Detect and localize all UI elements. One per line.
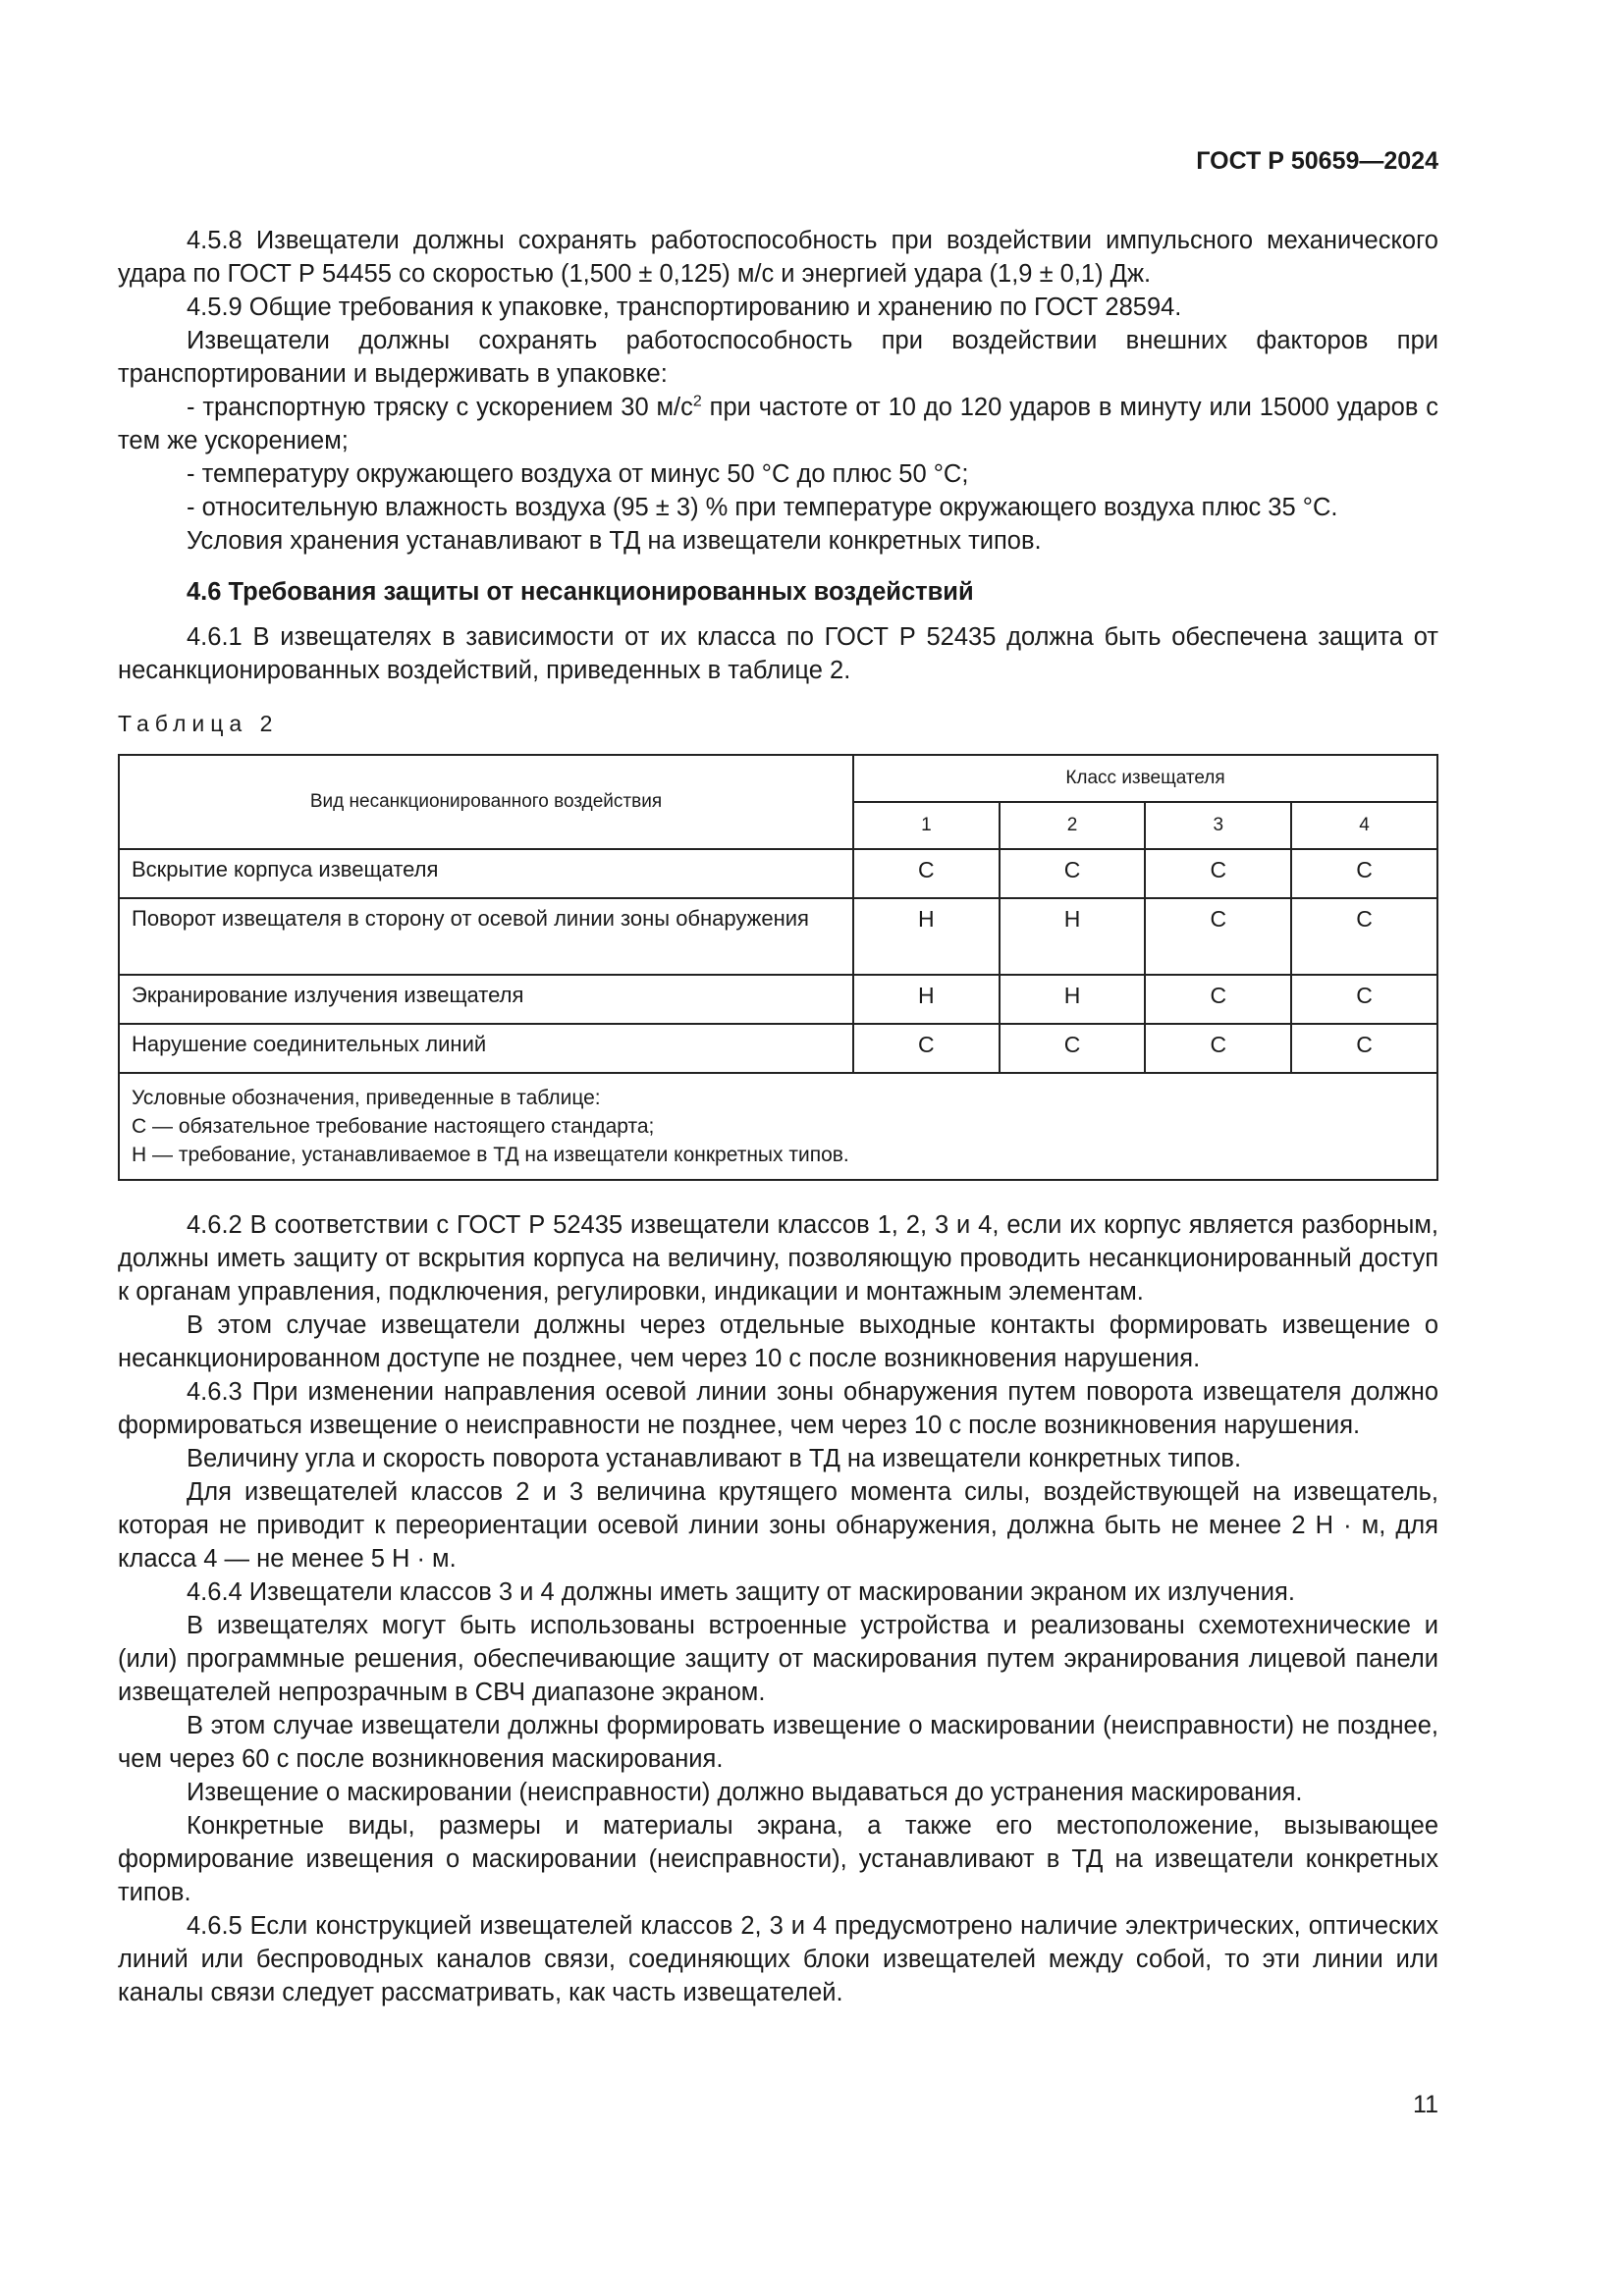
table-row: [119, 1024, 1437, 1073]
table-cell-value: С: [1145, 849, 1291, 898]
table-cell-value: С: [1145, 898, 1291, 975]
paragraph-transport-intro: Извещатели должны сохранять работоспособность при воздействии внешних факторов при транспортировании и выдерживать в упаковке:: [118, 327, 1438, 388]
table-cell-value: С: [853, 849, 1000, 898]
table-header-class-3: 3: [1145, 802, 1291, 849]
paragraph-masking-duration: Извещение о маскировании (неисправности) должно выдаваться до устранения маскирования.: [187, 1779, 1303, 1806]
table-cell-value: С: [1291, 975, 1437, 1024]
table-header-class-2: 2: [1000, 802, 1146, 849]
paragraph-access-alert: В этом случае извещатели должны через отдельные выходные контакты формировать извещение о несанкционированном доступе не позднее, чем через 10 с после возникновения нарушения.: [118, 1311, 1438, 1372]
paragraph-screen-specs: Конкретные виды, размеры и материалы экрана, а также его местоположение, вызывающее формирование извещения о маскировании (неисправности), устанавливают в ТД на извещатели конкретных типов.: [118, 1812, 1438, 1906]
table-header-detector-class: Класс извещателя: [853, 755, 1437, 802]
table-row: [119, 898, 1437, 975]
table-header-class-1: 1: [853, 802, 1000, 849]
superscript-2: 2: [692, 393, 702, 410]
table-cell-value: С: [1145, 975, 1291, 1024]
paragraph-4-6-4: 4.6.4 Извещатели классов 3 и 4 должны иметь защиту от маскировании экраном их излучения.: [187, 1578, 1295, 1606]
table-legend: [119, 1073, 1437, 1180]
table-cell-value: Н: [1000, 975, 1146, 1024]
table-cell-name: Вскрытие корпуса извещателя: [119, 849, 853, 898]
list-item-temperature: - температуру окружающего воздуха от минус 50 °С до плюс 50 °С;: [187, 460, 969, 488]
list-item-humidity: - относительную влажность воздуха (95 ± 3) % при температуре окружающего воздуха плюс 35 °С.: [187, 494, 1338, 521]
table-caption: Таблица 2: [118, 711, 279, 736]
paragraph-4-6-2: 4.6.2 В соответствии с ГОСТ Р 52435 извещатели классов 1, 2, 3 и 4, если их корпус является разборным, должны иметь защиту от вскрытия корпуса на величину, позволяющую проводить несанкционированный доступ к органам управления, подключения, регулировки, индикации и монтажным элементам.: [118, 1211, 1438, 1306]
table-cell-value: С: [1000, 1024, 1146, 1073]
table-cell-name: Поворот извещателя в сторону от осевой линии зоны обнаружения: [119, 898, 853, 975]
table-cell-value: Н: [853, 975, 1000, 1024]
legend-title: Условные обозначения, приведенные в таблице:: [132, 1087, 601, 1109]
list-item-shaking: [118, 391, 1438, 457]
section-heading-4-6: 4.6 Требования защиты от несанкционированных воздействий: [187, 578, 974, 606]
paragraph-4-6-3: 4.6.3 При изменении направления осевой линии зоны обнаружения путем поворота извещателя должно формироваться извещение о неисправности не позднее, чем через 10 с после возникновения нарушения.: [118, 1378, 1438, 1439]
table-row: [119, 849, 1437, 898]
table-cell-value: Н: [853, 898, 1000, 975]
paragraph-4-6-5: 4.6.5 Если конструкцией извещателей классов 2, 3 и 4 предусмотрено наличие электрических, оптических линий или беспроводных каналов связи, соединяющих блоки извещателей между собой, то эти линии или каналы связи следует рассматривать, как часть извещателей.: [118, 1912, 1438, 2006]
table-cell-name: Нарушение соединительных линий: [119, 1024, 853, 1073]
paragraph-torque: Для извещателей классов 2 и 3 величина крутящего момента силы, воздействующей на извещатель, которая не приводит к переориентации осевой линии зоны обнаружения, должна быть не менее 2 Н · м, для класса 4 — не менее 5 Н · м.: [118, 1478, 1438, 1573]
page-number: 11: [1413, 2091, 1438, 2118]
paragraph-masking-alert: В этом случае извещатели должны формировать извещение о маскировании (неисправности) не позднее, чем через 60 с после возникновения маскирования.: [118, 1712, 1438, 1773]
table-cell-value: С: [1291, 849, 1437, 898]
paragraph-storage: Условия хранения устанавливают в ТД на извещатели конкретных типов.: [187, 527, 1042, 555]
table-cell-value: С: [1291, 1024, 1437, 1073]
table-cell-value: Н: [1000, 898, 1146, 975]
list-item-shaking-a: - транспортную тряску с ускорением 30 м/с: [187, 394, 693, 421]
paragraph-rotation-params: Величину угла и скорость поворота устанавливают в ТД на извещатели конкретных типов.: [187, 1445, 1242, 1472]
table-cell-name: Экранирование излучения извещателя: [119, 975, 853, 1024]
paragraph-4-5-9: 4.5.9 Общие требования к упаковке, транспортированию и хранению по ГОСТ 28594.: [187, 294, 1182, 321]
document-body: [118, 224, 1438, 2009]
paragraph-4-5-8: 4.5.8 Извещатели должны сохранять работоспособность при воздействии импульсного механического удара по ГОСТ Р 54455 со скоростью (1,500 ± 0,125) м/с и энергией удара (1,9 ± 0,1) Дж.: [118, 227, 1438, 288]
legend-n: Н — требование, устанавливаемое в ТД на извещатели конкретных типов.: [132, 1144, 849, 1166]
table-cell-value: С: [1145, 1024, 1291, 1073]
table-row: [119, 975, 1437, 1024]
table-header-impact-type: Вид несанкционированного воздействия: [119, 755, 853, 849]
document-code: ГОСТ Р 50659—2024: [1196, 147, 1438, 175]
paragraph-4-6-1: 4.6.1 В извещателях в зависимости от их класса по ГОСТ Р 52435 должна быть обеспечена защита от несанкционированных воздействий, приведенных в таблице 2.: [118, 623, 1438, 684]
table-header-class-4: 4: [1291, 802, 1437, 849]
table-legend-row: [119, 1073, 1437, 1180]
paragraph-masking-devices: В извещателях могут быть использованы встроенные устройства и реализованы схемотехнические и (или) программные решения, обеспечивающие защиту от маскирования путем экранирования лицевой панели извещателей непрозрачным в СВЧ диапазоне экраном.: [118, 1612, 1438, 1706]
legend-c: С — обязательное требование настоящего стандарта;: [132, 1115, 655, 1138]
table-cell-value: С: [1291, 898, 1437, 975]
table-cell-value: С: [853, 1024, 1000, 1073]
list-item-shaking-b: при частоте от 10 до 120 ударов в минуту или 15000 ударов с тем же ускорением;: [118, 394, 1439, 454]
table-cell-value: С: [1000, 849, 1146, 898]
protection-table: [118, 754, 1438, 1181]
